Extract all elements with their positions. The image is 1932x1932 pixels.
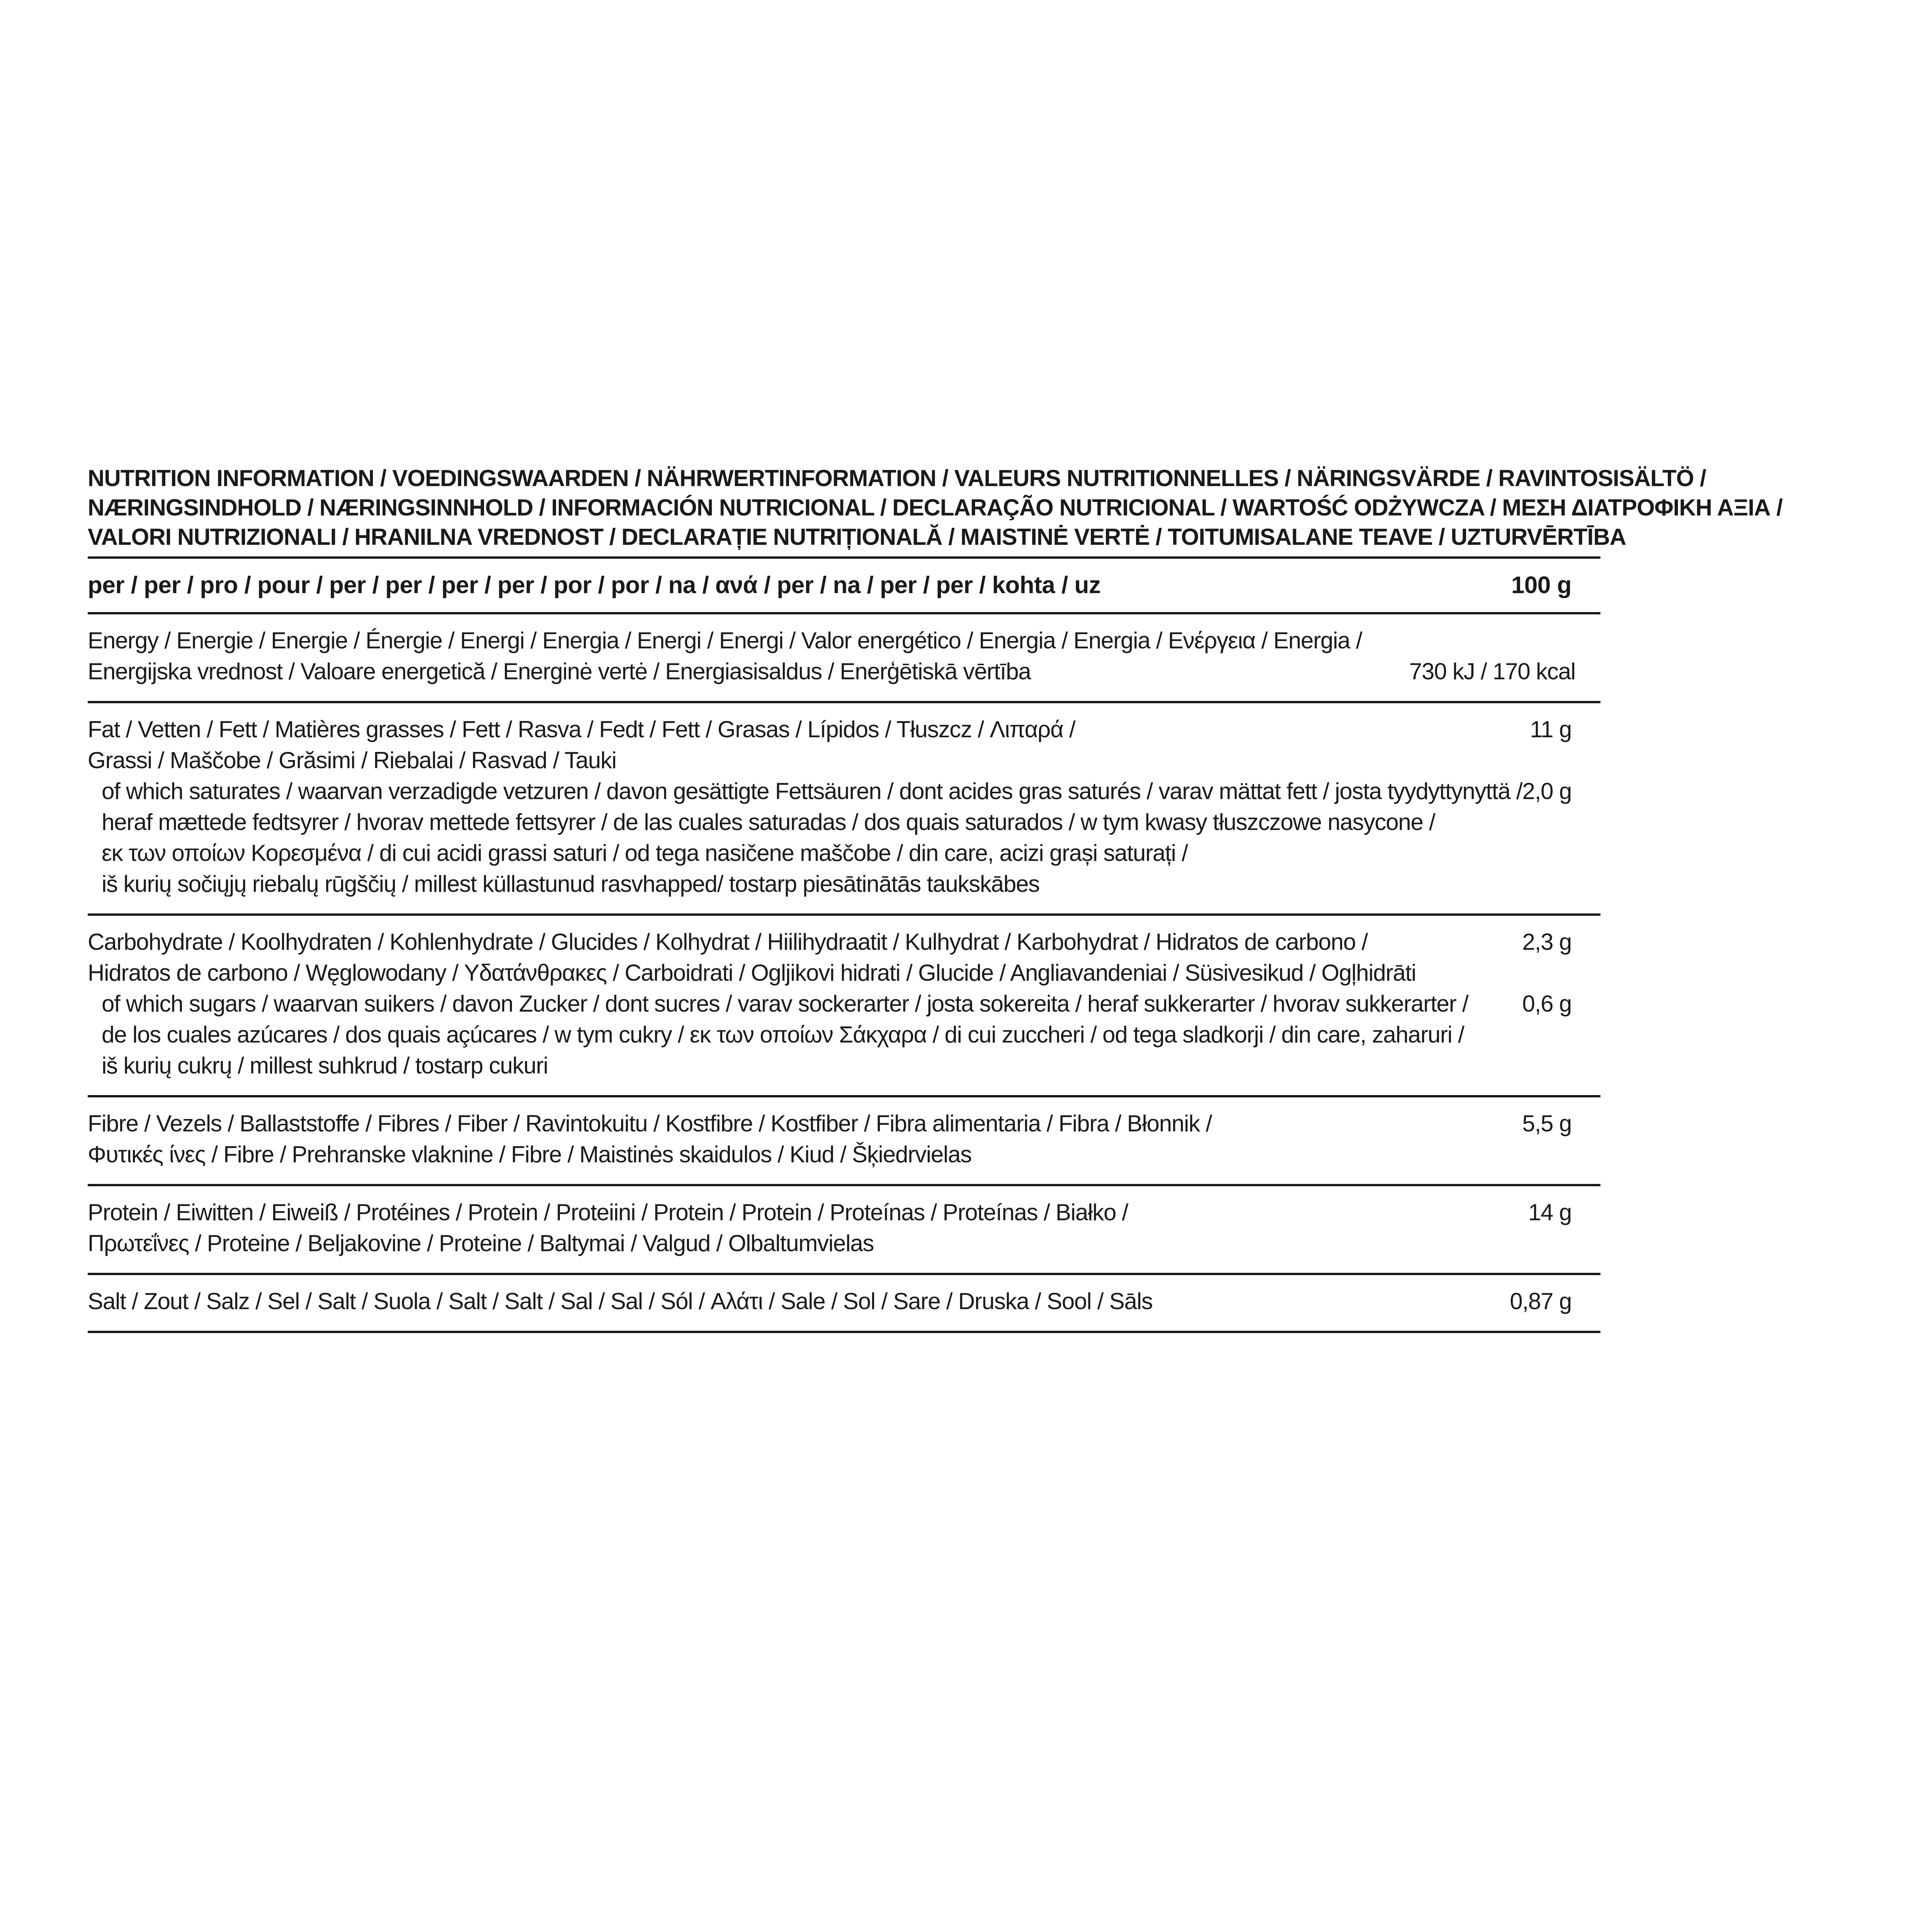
protein-label: Protein / Eiwitten / Eiweiß / Protéines / Protein / Proteiini / Protein / Protein / Proteínas / Proteínas / Białko / <box>88 1199 1128 1225</box>
sugars-label: iš kurių cukrų / millest suhkrud / tostarp cukuri <box>102 1053 548 1078</box>
fibre-row <box>88 1097 1600 1186</box>
saturates-label: iš kurių sočiųjų riebalų rūgščių / millest küllastunud rasvhapped/ tostarp piesātinātās taukskābes <box>102 871 1040 897</box>
table-header-row <box>88 559 1600 614</box>
per-label: per / per / pro / pour / per / per / per / per / por / por / na / ανά / per / na / per / per / kohta / uz <box>88 572 1101 599</box>
carbohydrate-label: Carbohydrate / Koolhydraten / Kohlenhydrate / Glucides / Kolhydrat / Hiilihydraatit / Kulhydrat / Karbohydrat / Hidratos de carbono / <box>88 929 1368 955</box>
energy-label: Energijska vrednost / Valoare energetică / Energinė vertė / Energiasisaldus / Enerģētiskā vērtība <box>88 658 1031 684</box>
carbohydrate-label: Hidratos de carbono / Węglowodany / Υδατάνθρακες / Carboidrati / Ogljikovi hidrati / Glucide / Angliavandeniai / Süsivesikud / Ogļhidrāti <box>88 960 1416 986</box>
nutrition-title <box>88 464 1782 556</box>
title-line: NUTRITION INFORMATION / VOEDINGSWAARDEN / NÄHRWERTINFORMATION / VALEURS NUTRITIONNELLES / NÄRINGSVÄRDE / RAVINTOSISÄLTÖ / <box>88 465 1706 491</box>
nutrition-panel <box>88 464 1782 1333</box>
protein-row <box>88 1186 1600 1275</box>
saturates-label: of which saturates / waarvan verzadigde vetzuren / davon gesättigte Fettsäuren / dont acides gras saturés / varav mättat fett / josta tyydyttynyttä / <box>102 778 1522 804</box>
protein-label: Πρωτεΐνες / Proteine / Beljakovine / Proteine / Baltymai / Valgud / Olbaltumvielas <box>88 1230 874 1256</box>
carbohydrate-row <box>88 916 1600 1097</box>
energy-value: 730 kJ / 170 kcal <box>1409 658 1575 684</box>
sugars-label: of which sugars / waarvan suikers / davon Zucker / dont sucres / varav sockerarter / josta sokereita / heraf sukkerarter / hvorav sukkerarter / <box>102 991 1468 1017</box>
title-line: VALORI NUTRIZIONALI / HRANILNA VREDNOST / DECLARAȚIE NUTRIȚIONALĂ / MAISTINĖ VERTĖ / TOITUMISALANE TEAVE / UZTURVĒRTĪBA <box>88 524 1626 550</box>
fat-value: 11 g <box>1530 716 1571 742</box>
saturates-label: εκ των οποίων Κορεσμένα / di cui acidi grassi saturi / od tega nasičene maščobe / din care, acizi grași saturați / <box>102 840 1188 866</box>
fat-row <box>88 703 1600 916</box>
per-value: 100 g <box>1511 572 1571 599</box>
saturates-value: 2,0 g <box>1522 778 1571 804</box>
fat-label: Grassi / Maščobe / Grăsimi / Riebalai / Rasvad / Tauki <box>88 747 616 773</box>
sugars-label: de los cuales azúcares / dos quais açúcares / w tym cukry / εκ των οποίων Σάκχαρα / di cui zuccheri / od tega sladkorji / din care, zaharuri / <box>102 1022 1464 1048</box>
title-line: NÆRINGSINDHOLD / NÆRINGSINNHOLD / INFORMACIÓN NUTRICIONAL / DECLARAÇÃO NUTRICIONAL / WARTOŚĆ ODŻYWCZA / ΜΕΣΗ ΔΙΑΤΡΟΦΙΚΗ ΑΞΙΑ / <box>88 495 1782 520</box>
nutrition-table <box>88 556 1600 1333</box>
salt-value: 0,87 g <box>1510 1288 1571 1314</box>
fibre-label: Fibre / Vezels / Ballaststoffe / Fibres / Fiber / Ravintokuitu / Kostfibre / Kostfiber / Fibra alimentaria / Fibra / Błonnik / <box>88 1111 1212 1136</box>
sugars-value: 0,6 g <box>1522 991 1571 1017</box>
fibre-label: Φυτικές ίνες / Fibre / Prehranske vlaknine / Fibre / Maistinės skaidulos / Kiud / Šķiedrvielas <box>88 1141 972 1167</box>
protein-value: 14 g <box>1528 1199 1571 1225</box>
energy-row <box>88 614 1600 703</box>
saturates-label: heraf mættede fedtsyrer / hvorav mettede fettsyrer / de las cuales saturadas / dos quais saturados / w tym kwasy tłuszczowe nasycone / <box>102 809 1435 835</box>
salt-label: Salt / Zout / Salz / Sel / Salt / Suola / Salt / Salt / Sal / Sal / Sól / Αλάτι / Sale / Sol / Sare / Druska / Sool / Sāls <box>88 1288 1153 1314</box>
fibre-value: 5,5 g <box>1522 1111 1571 1136</box>
energy-label: Energy / Energie / Energie / Énergie / Energi / Energia / Energi / Energi / Valor energético / Energia / Energia / Ενέργεια / Energia / <box>88 628 1362 653</box>
carbohydrate-value: 2,3 g <box>1522 929 1571 955</box>
fat-label: Fat / Vetten / Fett / Matières grasses / Fett / Rasva / Fedt / Fett / Grasas / Lípidos / Tłuszcz / Λιπαρά / <box>88 716 1075 742</box>
salt-row <box>88 1275 1600 1333</box>
